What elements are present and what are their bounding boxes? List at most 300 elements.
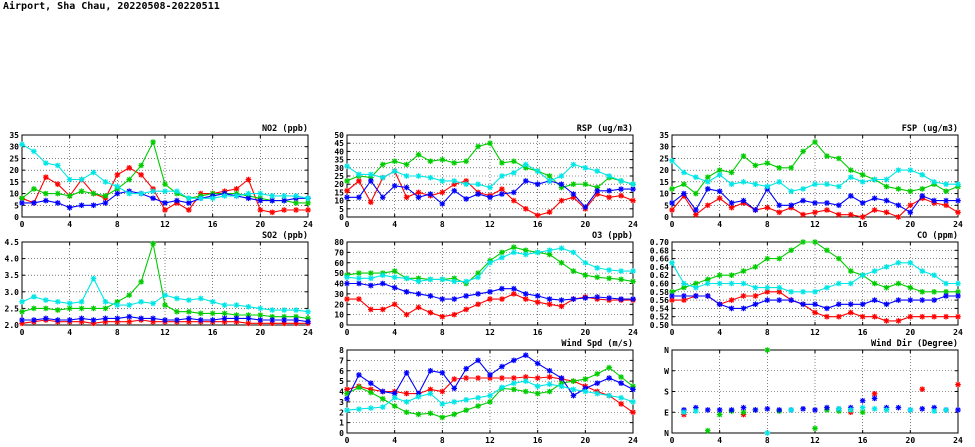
fsp-point-red [908, 202, 914, 208]
wind_spd-point-blue [499, 364, 505, 370]
no2-point-cyan [55, 163, 61, 169]
o3-point-green [559, 260, 565, 266]
co-point-cyan [943, 281, 949, 287]
co-point-cyan [824, 285, 830, 291]
co-point-blue [693, 293, 699, 299]
o3-point-cyan [416, 279, 422, 285]
co-point-blue [812, 301, 818, 307]
o3-point-cyan [583, 260, 589, 266]
co-point-red [943, 314, 949, 320]
co-xtick-label: 16 [857, 328, 868, 337]
o3-point-red [535, 299, 541, 305]
rsp-point-blue [380, 195, 386, 201]
rsp-point-red [344, 188, 350, 194]
wind_spd-point-cyan [499, 385, 505, 391]
so2-point-blue [115, 316, 121, 322]
no2-point-cyan [103, 179, 109, 185]
rsp-point-blue [475, 191, 481, 197]
wind_dir-point-cyan [681, 409, 687, 415]
wind_dir-xtick-label: 16 [857, 436, 868, 445]
so2-ytick-label: 2.5 [4, 304, 19, 314]
no2-point-green [67, 193, 73, 199]
rsp-point-cyan [356, 172, 362, 178]
co-point-green [931, 289, 937, 295]
rsp-ytick-label: 40 [334, 147, 344, 157]
rsp-xtick-label: 16 [532, 220, 543, 229]
no2-point-cyan [210, 195, 216, 201]
o3-point-green [606, 276, 612, 282]
wind_spd-point-blue [380, 389, 386, 395]
fsp-point-blue [943, 198, 949, 204]
no2-point-green [55, 191, 61, 197]
rsp-point-cyan [499, 173, 505, 179]
fsp-point-cyan [788, 188, 794, 194]
wind_spd-xtick-label: 24 [628, 436, 638, 445]
o3-point-red [475, 301, 481, 307]
so2-point-cyan [79, 299, 85, 305]
no2-xtick-label: 16 [207, 220, 218, 229]
wind_spd-point-red [440, 389, 446, 395]
no2-point-cyan [162, 188, 168, 194]
so2-point-green [55, 307, 61, 313]
o3-point-green [511, 244, 517, 250]
o3-point-blue [451, 296, 457, 302]
fsp-xtick-label: 12 [810, 220, 820, 229]
wind_spd-point-cyan [380, 404, 386, 410]
so2-point-blue [150, 316, 156, 322]
wind_spd-point-cyan [583, 389, 589, 395]
wind_dir-point-blue [955, 407, 961, 413]
fsp-point-blue [729, 200, 735, 206]
o3-point-red [356, 296, 362, 302]
fsp-point-red [717, 195, 723, 201]
fsp-point-blue [681, 191, 687, 197]
wind_spd-point-green [583, 376, 589, 382]
wind_spd-point-cyan [571, 387, 577, 393]
co-point-cyan [693, 285, 699, 291]
fsp-point-green [836, 156, 842, 162]
so2-point-green [19, 309, 25, 315]
rsp-point-green [440, 157, 446, 163]
o3-point-red [344, 296, 350, 302]
co-point-green [800, 239, 806, 245]
co-point-cyan [836, 281, 842, 287]
rsp-xtick-label: 8 [439, 220, 445, 229]
so2-point-cyan [43, 297, 49, 303]
fsp-point-green [729, 170, 735, 176]
fsp-point-green [896, 186, 902, 192]
wind_dir-point-blue [896, 405, 902, 411]
fsp-point-green [884, 184, 890, 190]
wind_spd-point-red [475, 375, 481, 381]
fsp-ytick-label: 5 [664, 201, 669, 211]
o3-point-cyan [499, 255, 505, 261]
no2-point-blue [43, 198, 49, 204]
o3-point-blue [559, 297, 565, 303]
no2-point-green [126, 177, 132, 183]
fsp-point-green [776, 165, 782, 171]
co-ytick-label: 0.66 [649, 254, 669, 264]
wind_dir-point-cyan [931, 408, 937, 414]
fsp-point-red [812, 210, 818, 216]
rsp-point-green [404, 162, 410, 168]
so2-point-green [126, 292, 132, 298]
co-xtick-label: 4 [717, 328, 723, 337]
wind_dir-grid [672, 350, 958, 433]
so2-point-blue [31, 317, 37, 323]
wind_dir-point-blue [753, 407, 759, 413]
fsp-point-red [884, 210, 890, 216]
o3-point-red [451, 312, 457, 318]
fsp-xtick-label: 4 [717, 220, 723, 229]
rsp-point-green [451, 160, 457, 166]
fsp-point-blue [896, 202, 902, 208]
fsp-point-cyan [872, 177, 878, 183]
wind_spd-point-green [463, 407, 469, 413]
wind_spd-point-green [392, 403, 398, 409]
wind_dir-xtick-label: 4 [717, 436, 723, 445]
so2-point-blue [79, 316, 85, 322]
so2-point-blue [55, 317, 61, 323]
so2-point-blue [222, 316, 228, 322]
rsp-panel [334, 124, 638, 229]
fsp-point-green [943, 188, 949, 194]
no2-point-blue [91, 202, 97, 208]
wind_spd-point-cyan [404, 399, 410, 405]
wind_spd-point-green [475, 403, 481, 409]
rsp-point-green [463, 158, 469, 164]
wind_spd-point-blue [523, 352, 529, 358]
fsp-point-green [681, 181, 687, 187]
no2-point-green [138, 163, 144, 169]
rsp-point-red [404, 195, 410, 201]
rsp-point-green [475, 144, 481, 150]
no2-xtick-label: 24 [303, 220, 313, 229]
wind_dir-series-green [705, 347, 866, 433]
no2-point-cyan [281, 193, 287, 199]
so2-point-green [222, 311, 228, 317]
o3-ytick-label: 10 [334, 310, 344, 320]
no2-point-cyan [234, 193, 240, 199]
so2-point-blue [19, 317, 25, 323]
so2-point-green [138, 279, 144, 285]
co-point-cyan [860, 272, 866, 278]
co-point-cyan [955, 281, 961, 287]
no2-point-cyan [222, 193, 228, 199]
rsp-xtick-label: 20 [580, 220, 591, 229]
o3-point-green [594, 274, 600, 280]
rsp-point-blue [487, 195, 493, 201]
wind_spd-point-cyan [368, 405, 374, 411]
wind_dir-ytick-label: N [664, 346, 669, 355]
o3-ytick-label: 50 [334, 269, 344, 279]
rsp-point-green [428, 158, 434, 164]
so2-point-blue [281, 317, 287, 323]
fsp-xtick-label: 16 [857, 220, 868, 229]
so2-xtick-label: 24 [303, 328, 313, 337]
fsp-point-blue [824, 200, 830, 206]
fsp-point-cyan [765, 184, 771, 190]
fsp-point-green [765, 160, 771, 166]
o3-point-green [499, 250, 505, 256]
co-title: CO (ppm) [917, 231, 958, 241]
co-point-green [812, 239, 818, 245]
wind_spd-point-blue [428, 368, 434, 374]
co-point-red [919, 314, 925, 320]
rsp-point-cyan [380, 175, 386, 181]
so2-ytick-label: 2.0 [4, 321, 19, 330]
co-point-red [872, 314, 878, 320]
rsp-point-blue [392, 183, 398, 189]
fsp-point-green [693, 191, 699, 197]
o3-point-red [404, 312, 410, 318]
o3-point-blue [511, 286, 517, 292]
o3-ytick-label: 30 [334, 289, 344, 299]
rsp-point-cyan [368, 172, 374, 178]
co-point-cyan [717, 281, 723, 287]
co-point-red [848, 310, 854, 316]
co-point-blue [800, 301, 806, 307]
so2-point-green [258, 312, 264, 318]
rsp-point-cyan [523, 162, 529, 168]
rsp-point-red [559, 198, 565, 204]
wind_spd-point-blue [535, 361, 541, 367]
rsp-point-red [606, 195, 612, 201]
wind_spd-point-green [606, 365, 612, 371]
co-point-green [919, 289, 925, 295]
o3-point-blue [499, 286, 505, 292]
wind_dir-title: Wind Dir (Degree) [871, 339, 958, 349]
no2-xtick-label: 12 [160, 220, 170, 229]
wind_spd-ytick-label: 1 [339, 418, 344, 428]
co-xtick-label: 0 [669, 328, 675, 337]
o3-point-cyan [463, 279, 469, 285]
rsp-point-blue [356, 195, 362, 201]
no2-xtick-label: 0 [19, 220, 25, 229]
fsp-point-blue [884, 198, 890, 204]
o3-point-cyan [606, 267, 612, 273]
fsp-point-cyan [955, 181, 961, 187]
wind_spd-point-cyan [344, 407, 350, 413]
wind_dir-point-blue [800, 406, 806, 412]
so2-point-blue [234, 316, 240, 322]
wind_spd-xtick-label: 12 [485, 436, 495, 445]
co-point-red [729, 297, 735, 303]
wind_spd-point-cyan [356, 406, 362, 412]
wind_spd-point-green [404, 409, 410, 415]
wind_spd-point-blue [368, 380, 374, 386]
so2-point-cyan [103, 299, 109, 305]
wind_dir-point-cyan [884, 407, 890, 413]
co-xtick-label: 20 [905, 328, 916, 337]
o3-point-cyan [547, 248, 553, 254]
no2-point-blue [258, 198, 264, 204]
so2-point-blue [162, 317, 168, 323]
so2-point-cyan [150, 301, 156, 307]
wind_spd-ytick-label: 7 [339, 356, 344, 366]
wind_dir-point-blue [729, 407, 735, 413]
so2-point-blue [138, 316, 144, 322]
o3-point-blue [630, 296, 636, 302]
rsp-point-red [523, 206, 529, 212]
wind_spd-point-green [451, 412, 457, 418]
co-point-cyan [872, 268, 878, 274]
no2-xtick-label: 4 [67, 220, 73, 229]
co-point-cyan [776, 285, 782, 291]
rsp-point-green [511, 158, 517, 164]
rsp-point-blue [511, 190, 517, 196]
fsp-point-red [705, 202, 711, 208]
o3-point-red [487, 296, 493, 302]
wind_spd-point-cyan [606, 393, 612, 399]
co-point-red [836, 314, 842, 320]
wind_dir-panel [664, 338, 963, 445]
co-point-green [824, 248, 830, 254]
o3-point-blue [583, 295, 589, 301]
fsp-title: FSP (ug/m3) [901, 124, 958, 134]
fsp-point-cyan [931, 179, 937, 185]
wind_dir-point-blue [705, 407, 711, 413]
no2-point-red [258, 207, 264, 213]
o3-point-blue [344, 281, 350, 287]
o3-title: O3 (ppb) [592, 231, 633, 241]
rsp-point-cyan [511, 170, 517, 176]
so2-point-blue [43, 316, 49, 322]
co-point-blue [681, 293, 687, 299]
fsp-xtick-label: 0 [669, 220, 675, 229]
o3-point-red [511, 291, 517, 297]
no2-point-red [186, 207, 192, 213]
o3-point-blue [368, 283, 374, 289]
o3-ytick-label: 70 [334, 248, 344, 258]
no2-point-red [293, 207, 299, 213]
o3-ytick-label: 40 [334, 279, 344, 289]
o3-xtick-label: 24 [628, 328, 638, 337]
no2-point-cyan [19, 142, 25, 148]
co-point-green [848, 268, 854, 274]
o3-point-red [380, 307, 386, 313]
co-point-blue [669, 293, 675, 299]
fsp-point-red [860, 214, 866, 220]
rsp-point-cyan [475, 181, 481, 187]
so2-point-cyan [55, 299, 61, 305]
no2-point-green [162, 181, 168, 187]
co-point-red [741, 293, 747, 299]
co-point-blue [729, 306, 735, 312]
rsp-point-cyan [559, 173, 565, 179]
wind_dir-point-blue [765, 406, 771, 412]
co-point-cyan [800, 289, 806, 295]
wind_spd-point-cyan [451, 399, 457, 405]
wind_spd-ytick-label: 0 [339, 429, 344, 438]
wind_dir-point-cyan [848, 407, 854, 413]
o3-point-blue [487, 289, 493, 295]
co-ytick-label: 0.62 [649, 271, 669, 281]
fsp-series-cyan [669, 158, 961, 194]
rsp-point-blue [368, 178, 374, 184]
no2-ytick-label: 15 [9, 177, 19, 187]
wind_spd-ytick-label: 2 [339, 408, 344, 418]
fsp-point-cyan [908, 167, 914, 173]
co-point-blue [765, 297, 771, 303]
so2-point-cyan [186, 297, 192, 303]
rsp-point-green [487, 140, 493, 146]
so2-point-green [67, 306, 73, 312]
fsp-point-cyan [919, 172, 925, 178]
wind_spd-point-green [523, 389, 529, 395]
wind_spd-point-cyan [440, 401, 446, 407]
so2-xtick-label: 20 [255, 328, 266, 337]
wind_dir-ytick-label: S [664, 387, 669, 397]
rsp-point-blue [583, 204, 589, 210]
co-ytick-label: 0.64 [649, 262, 669, 272]
fsp-ytick-label: 35 [659, 131, 669, 140]
no2-xtick-label: 8 [114, 220, 120, 229]
co-point-cyan [919, 268, 925, 274]
wind_spd-point-blue [356, 372, 362, 378]
rsp-point-blue [606, 188, 612, 194]
fsp-point-blue [753, 207, 759, 213]
no2-point-red [126, 165, 132, 171]
wind_dir-point-red [919, 386, 925, 392]
rsp-ytick-label: 20 [334, 180, 344, 190]
o3-point-blue [618, 296, 624, 302]
fsp-point-cyan [884, 177, 890, 183]
rsp-point-green [583, 181, 589, 187]
o3-point-red [559, 304, 565, 310]
so2-grid [22, 242, 308, 325]
so2-point-green [31, 306, 37, 312]
fsp-point-blue [669, 200, 675, 206]
so2-ytick-label: 3.0 [4, 287, 19, 297]
co-point-green [753, 264, 759, 270]
co-point-cyan [788, 289, 794, 295]
wind_spd-point-cyan [523, 378, 529, 384]
co-point-red [884, 318, 890, 324]
wind_spd-point-blue [547, 368, 553, 374]
o3-grid [347, 242, 633, 325]
so2-point-cyan [198, 296, 204, 302]
co-point-blue [741, 306, 747, 312]
o3-point-blue [535, 293, 541, 299]
o3-point-blue [356, 281, 362, 287]
wind_spd-xtick-label: 16 [532, 436, 543, 445]
co-xtick-label: 12 [810, 328, 820, 337]
o3-ytick-label: 20 [334, 300, 344, 310]
fsp-point-red [669, 207, 675, 213]
rsp-point-cyan [392, 168, 398, 174]
fsp-point-cyan [943, 181, 949, 187]
o3-point-cyan [440, 277, 446, 283]
co-point-green [896, 281, 902, 287]
wind_spd-point-green [571, 378, 577, 384]
co-point-blue [753, 301, 759, 307]
rsp-ytick-label: 25 [334, 172, 344, 181]
co-point-blue [896, 297, 902, 303]
rsp-point-red [440, 190, 446, 196]
wind_spd-point-cyan [559, 384, 565, 390]
o3-point-cyan [404, 276, 410, 282]
fsp-point-cyan [824, 181, 830, 187]
wind_spd-point-green [487, 399, 493, 405]
fsp-point-blue [705, 186, 711, 192]
so2-point-blue [126, 314, 132, 320]
no2-title: NO2 (ppb) [261, 124, 308, 134]
co-point-red [908, 314, 914, 320]
co-point-green [729, 272, 735, 278]
wind_dir-point-cyan [860, 405, 866, 411]
co-point-red [753, 293, 759, 299]
